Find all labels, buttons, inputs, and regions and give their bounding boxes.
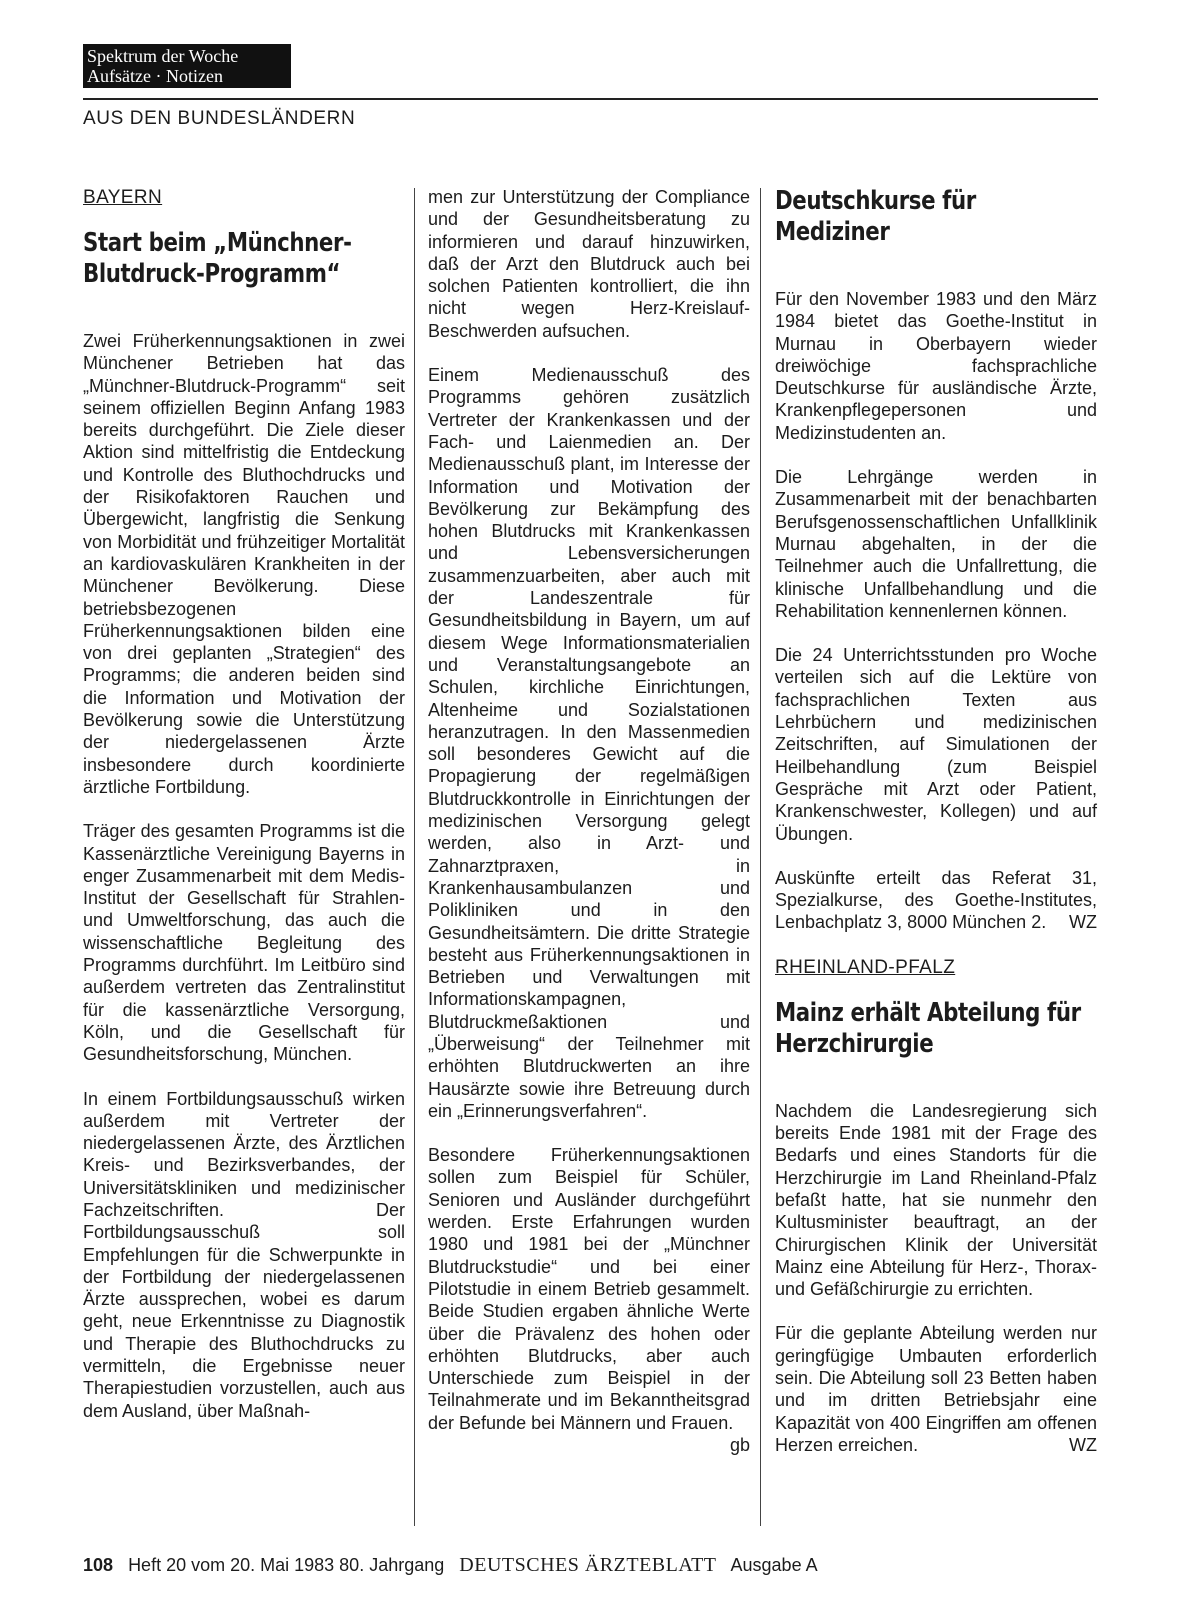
article-paragraph bbox=[428, 1144, 750, 1456]
section-title: AUS DEN BUNDESLÄNDERN bbox=[83, 108, 356, 129]
article-headline: Start beim „Münchner-Blutdruck-Programm“ bbox=[83, 228, 352, 289]
column-2 bbox=[428, 186, 750, 1456]
article-paragraph: Für den November 1983 und den März 1984 bietet das Goethe-Institut in Murnau in Oberbayern wieder dreiwöchige fachsprachliche Deutschkurse für ausländische Ärzte, Krankenpflegepersonen und Medizinstudenten an. bbox=[775, 289, 1097, 443]
article-kicker: BAYERN bbox=[83, 187, 163, 208]
article-rheinland-pfalz bbox=[775, 956, 1097, 1456]
article-paragraph: men zur Unterstützung der Compliance und der Gesundheitsberatung zu informieren und darauf hinzuwirken, daß der Arzt den Blutdruck auch bei solchen Patienten kontrolliert, die ihn nicht wegen Herz-Kreislauf-Beschwerden aufsuchen. bbox=[428, 187, 750, 341]
article-paragraph: Einem Medienausschuß des Programms gehören zusätzlich Vertreter der Krankenkassen und der Fach- und Laienmedien an. Der Medienausschuß plant, im Interesse der Information und Motivation der Bevölkerung zur Bekämpfung des hohen Blutdrucks mit Krankenkassen und Lebensversicherungen zusammenzuarbeiten, aber auch mit der Landeszentrale für Gesundheitsbildung in Bayern, um auf diesem Wege Informationsmaterialien und Veranstaltungsangebote an Schulen, kirchliche Einrichtungen, Altenheime und Sozialstationen heranzutragen. In den Massenmedien soll besonderes Gewicht auf die Propagierung der regelmäßigen Blutdruckkontrolle in Einrichtungen der medizinischen Versorgung gelegt werden, also in Arzt- und Zahnarztpraxen, in Krankenhausambulanzen und Polikliniken und in den Gesundheitsämtern. Die dritte Strategie besteht aus Früherkennungsaktionen in Betrieben und Verwaltungen mit Informationskampagnen, Blutdruckmeßaktionen und „Überweisung“ der Teilnehmer mit erhöhten Blutdruckwerten an ihre Hausärzte sowie ihre Betreuung durch ein „Erinnerungsverfahren“. bbox=[428, 365, 750, 1121]
edition-label: Ausgabe A bbox=[730, 1555, 818, 1575]
article-paragraph bbox=[775, 867, 1097, 934]
page-number: 108 bbox=[83, 1555, 114, 1575]
article-paragraph-text: Besondere Früherkennungsaktionen sollen zum Beispiel für Schüler, Senioren und Ausländer durchgeführt werden. Erste Erfahrungen wurden 1980 und 1981 bei der „Münchner Blutdruckstudie“ und bei einer Pilotstudie in einem Betrieb gesammelt. Beide Studien ergaben ähnliche Werte über die Prävalenz des hohen oder erhöhten Blutdrucks, aber auch Unterschiede zum Beispiel in der Teilnahmerate und im Bekanntheitsgrad der Befunde bei Männern und Frauen. bbox=[428, 1145, 750, 1433]
section-badge bbox=[83, 44, 291, 88]
issue-info: Heft 20 vom 20. Mai 1983 80. Jahrgang bbox=[128, 1555, 445, 1575]
article-paragraph: In einem Fortbildungsausschuß wirken außerdem mit Vertreter der niedergelassenen Ärzte, des Ärztlichen Kreis- und Bezirksverbandes, der Universitätskliniken und medizinischer Fachzeitschriften. Der Fortbildungsausschuß soll Empfehlungen für die Schwerpunkte in der Fortbildung der niedergelassenen Ärzte aussprechen, wobei es darum geht, neue Erkenntnisse zu Diagnostik und Therapie des Bluthochdrucks zu vermitteln, die Ergebnisse neuer Therapiestudien vorzustellen, auch aus dem Ausland, über Maßnah- bbox=[83, 1088, 405, 1421]
column-3 bbox=[775, 186, 1097, 1478]
article-paragraph: Die Lehrgänge werden in Zusammenarbeit mit der benachbarten Berufsgenossenschaftlichen Unfallklinik Murnau abgehalten, in der die Teilnehmer auch die Unfallrettung, die klinische Unfallbehandlung und die Rehabilitation kennenlernen können. bbox=[775, 467, 1097, 621]
article-paragraph: Träger des gesamten Programms ist die Kassenärztliche Vereinigung Bayerns in enger Zusammenarbeit mit dem Medis-Institut der Gesellschaft für Strahlen- und Umweltforschung, das auch die wissenschaftliche Begleitung des Programms durchführt. Im Leitbüro sind außerdem vertreten das Zentralinstitut für die kassenärztliche Versorgung, Köln, und die Gesellschaft für Gesundheitsforschung, München. bbox=[83, 821, 405, 1065]
badge-line-2: Aufsätze · Notizen bbox=[87, 66, 223, 86]
article-paragraph: Die 24 Unterrichtsstunden pro Woche verteilen sich auf die Lektüre von fachsprachlichen Texten aus Lehrbüchern und medizinischen Zeitschriften, auf Simulationen der Heilbehandlung (zum Beispiel Gespräche mit Arzt oder Patient, Krankenschwester, Kollegen) und auf Übungen. bbox=[775, 645, 1097, 844]
author-signature: gb bbox=[729, 1435, 750, 1456]
article-paragraph bbox=[775, 1322, 1097, 1456]
column-divider bbox=[760, 188, 761, 1526]
article-paragraph-text: Auskünfte erteilt das Referat 31, Spezialkurse, des Goethe-Institutes, Lenbachplatz 3, 8000 München 2. bbox=[775, 867, 1097, 933]
article-headline: Deutschkurse für Mediziner bbox=[775, 186, 976, 247]
article-paragraph: Zwei Früherkennungsaktionen in zwei Münchener Betrieben hat das „Münchner-Blutdruck-Programm“ seit seinem offiziellen Beginn Anfang 1983 bereits durchgeführt. Die Ziele dieser Aktion sind mittelfristig die Entdeckung und Kontrolle des Bluthochdrucks und der Risikofaktoren Rauchen und Übergewicht, langfristig die Senkung von Morbidität und frühzeitiger Mortalität an kardiovaskulären Krankheiten in der Münchener Bevölkerung. Diese betriebsbezogenen Früherkennungsaktionen bilden eine von drei geplanten „Strategien“ des Programms; die anderen beiden sind die Information und Motivation der Bevölkerung sowie die Unterstützung der niedergelassenen Ärzte insbesondere durch koordinierte ärztliche Fortbildung. bbox=[83, 331, 405, 797]
article-headline: Mainz erhält Abteilung für Herzchirurgie bbox=[775, 997, 1081, 1059]
article-paragraph-text: Für die geplante Abteilung werden nur geringfügige Umbauten erforderlich sein. Die Abteilung soll 23 Betten haben und im dritten Betriebsjahr eine Kapazität von 400 Eingriffen am offenen Herzen erreichen. bbox=[775, 1323, 1097, 1455]
article-paragraph: Nachdem die Landesregierung sich bereits Ende 1981 mit der Frage des Bedarfs und eines Standorts für die Herzchirurgie im Land Rheinland-Pfalz befaßt hatte, hat sie nunmehr den Kultusminister beauftragt, an der Chirurgischen Klinik der Universität Mainz eine Abteilung für Herz-, Thorax- und Gefäßchirurgie zu errichten. bbox=[775, 1100, 1097, 1300]
badge-line-1: Spektrum der Woche bbox=[87, 46, 239, 66]
column-1 bbox=[83, 186, 405, 1444]
column-divider bbox=[414, 188, 415, 1526]
author-signature: WZ bbox=[1069, 1434, 1097, 1455]
journal-name: DEUTSCHES ÄRZTEBLATT bbox=[459, 1554, 717, 1576]
author-signature: WZ bbox=[1069, 912, 1097, 933]
article-kicker: RHEINLAND-PFALZ bbox=[775, 956, 956, 978]
header-rule bbox=[83, 98, 1098, 100]
page-footer bbox=[83, 1554, 818, 1577]
